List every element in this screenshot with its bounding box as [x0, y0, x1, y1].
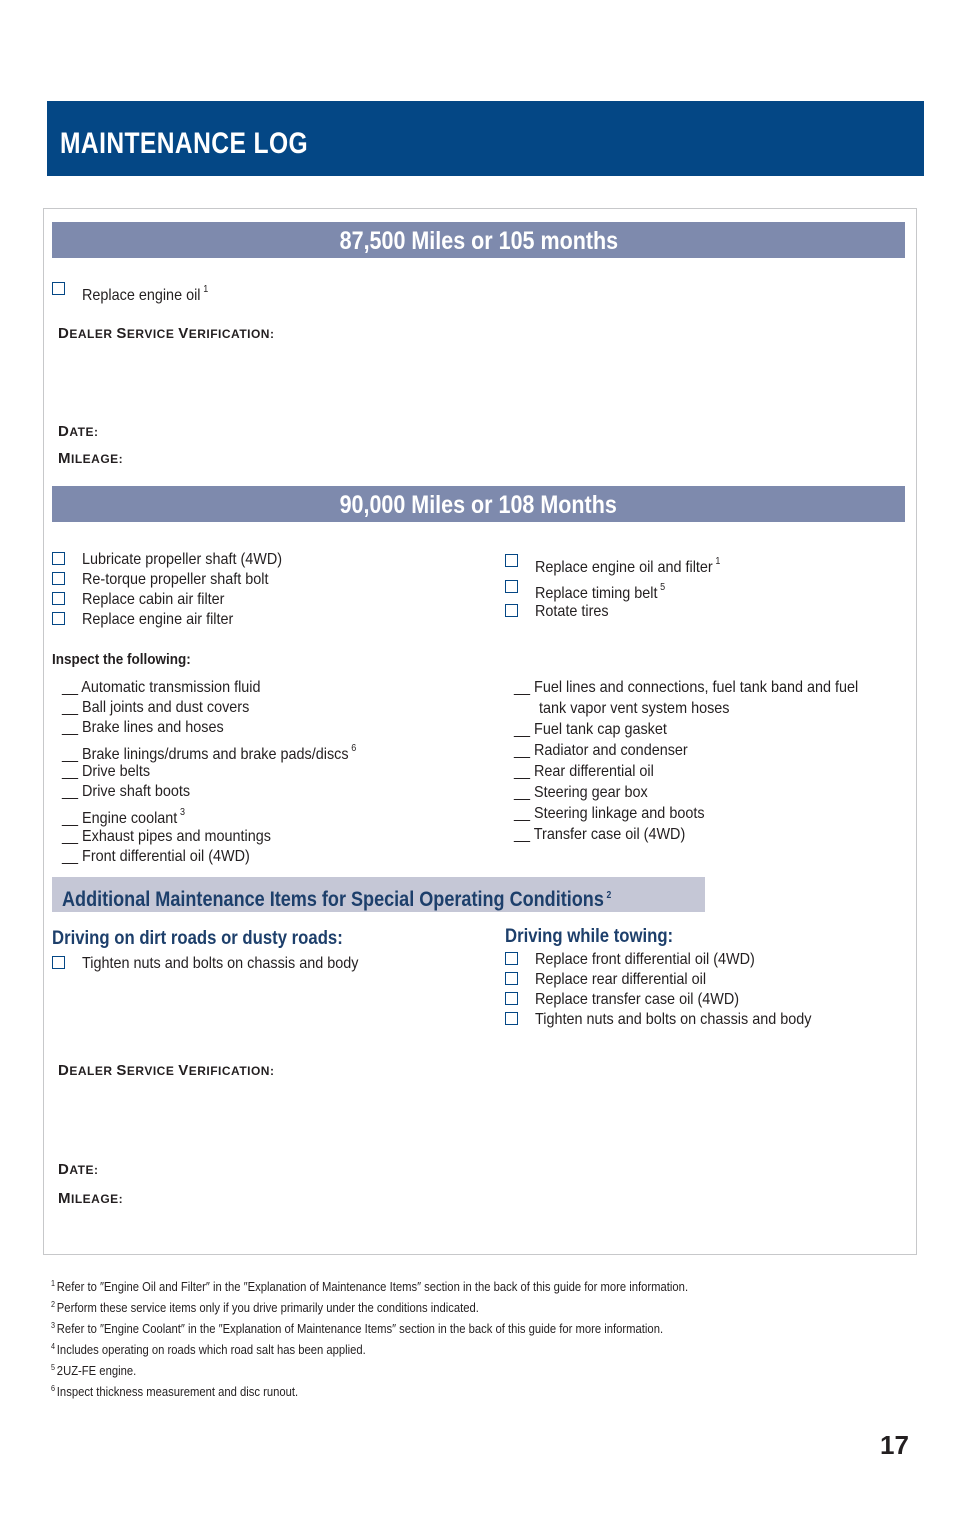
- footnote: $^6$ Inspect thickness measurement and disc runout.: [51, 1384, 299, 1399]
- checkbox-icon[interactable]: [52, 612, 65, 625]
- checklist-item[interactable]: [52, 280, 222, 306]
- special-conditions-title: Additional Maintenance Items for Special Operating Conditions: [62, 888, 604, 911]
- item-label: Replace engine oil: [82, 287, 201, 304]
- section-90000-title: 90,000 Miles or 108 Months: [339, 491, 618, 519]
- checklist-item[interactable]: Replace engine air filter: [52, 610, 250, 630]
- footnote: $^4$ Includes operating on roads which road salt has been applied.: [51, 1342, 366, 1357]
- footnote: $^5$ 2UZ-FE engine.: [51, 1363, 137, 1378]
- date-label: DATE:: [58, 423, 99, 440]
- checkbox-icon[interactable]: [505, 972, 518, 985]
- checklist-item[interactable]: Re-torque propeller shaft bolt: [52, 570, 289, 590]
- checkbox-icon[interactable]: [52, 956, 65, 969]
- checkbox-icon[interactable]: [505, 580, 518, 593]
- towing-heading: Driving while towing:: [505, 926, 674, 947]
- checkbox-icon[interactable]: [505, 992, 518, 1005]
- inspect-item: __ Fuel tank cap gasket: [514, 721, 667, 738]
- footnote: $^3$ Refer to ″Engine Coolant″ in the ″Explanation of Maintenance Items″ section in the back of this guide for more information.: [51, 1321, 664, 1336]
- footnotes: [51, 1275, 759, 1401]
- checklist-item[interactable]: Tighten nuts and bolts on chassis and body: [52, 954, 389, 974]
- page-number: 17: [880, 1430, 909, 1460]
- footnote-ref: 6: [351, 743, 357, 754]
- special-conditions-bar: [52, 877, 705, 912]
- date-label: DATE:: [58, 1161, 99, 1178]
- checkbox-icon[interactable]: [505, 952, 518, 965]
- checklist-item[interactable]: Replace engine oil and filter $^1$: [505, 552, 741, 578]
- inspect-item: __ Transfer case oil (4WD): [514, 826, 686, 843]
- checkbox-icon[interactable]: [505, 604, 518, 617]
- mileage-label: MILEAGE:: [58, 450, 124, 467]
- mileage-label: MILEAGE:: [58, 1190, 124, 1207]
- inspect-item: __ Steering linkage and boots: [514, 805, 705, 822]
- dealer-verification-label: DEALER SERVICE VERIFICATION:: [58, 325, 275, 342]
- inspect-item: __ Rear differential oil: [514, 763, 654, 780]
- inspect-item: __ Engine coolant $^3$: [62, 807, 186, 827]
- checkbox-icon[interactable]: [52, 572, 65, 585]
- footnote-ref: 3: [179, 807, 186, 818]
- footnote-ref: 5: [660, 582, 666, 593]
- inspect-item: __ Steering gear box: [514, 784, 648, 801]
- checklist-item[interactable]: Replace transfer case oil (4WD): [505, 990, 762, 1010]
- footnote-ref: 1: [203, 284, 209, 295]
- dirt-roads-heading: Driving on dirt roads or dusty roads:: [52, 928, 343, 949]
- inspect-item: __ Drive belts: [62, 763, 151, 780]
- checklist-item[interactable]: Replace timing belt $^5$: [505, 578, 680, 604]
- footnote: $^1$ Refer to ″Engine Oil and Filter″ in the ″Explanation of Maintenance Items″ section in the back of this guide for more information.: [51, 1279, 689, 1294]
- page-title: MAINTENANCE LOG: [60, 127, 309, 160]
- checklist-item[interactable]: Replace cabin air filter: [52, 590, 240, 610]
- checkbox-icon[interactable]: [52, 552, 65, 565]
- inspect-item: __ Drive shaft boots: [62, 783, 191, 800]
- inspect-item: __ Brake linings/drums and brake pads/discs $^6$: [62, 743, 357, 763]
- inspect-item: __ Ball joints and dust covers: [62, 699, 250, 716]
- inspect-item: __ Fuel lines and connections, fuel tank band and fuel: [514, 679, 859, 696]
- inspect-item-continued: tank vapor vent system hoses: [539, 700, 730, 717]
- checkbox-icon[interactable]: [505, 554, 518, 567]
- inspect-item: __ Radiator and condenser: [514, 742, 688, 759]
- inspect-item: __ Front differential oil (4WD): [62, 848, 250, 865]
- dealer-verification-label: DEALER SERVICE VERIFICATION:: [58, 1062, 275, 1079]
- checklist-item[interactable]: Replace rear differential oil: [505, 970, 725, 990]
- checkbox-icon[interactable]: [505, 1012, 518, 1025]
- footnote-ref: 1: [715, 556, 721, 567]
- section-90000-bar: [52, 486, 905, 522]
- inspect-item: __ Automatic transmission fluid: [62, 679, 261, 696]
- checklist-item[interactable]: Tighten nuts and bolts on chassis and body: [505, 1010, 842, 1030]
- checklist-item[interactable]: Rotate tires: [505, 602, 617, 622]
- checklist-item[interactable]: Replace front differential oil (4WD): [505, 950, 779, 970]
- inspect-heading: Inspect the following:: [52, 651, 191, 668]
- footnote-ref: 2: [606, 890, 612, 901]
- section-87500-title: 87,500 Miles or 105 months: [339, 227, 618, 255]
- checkbox-icon[interactable]: [52, 592, 65, 605]
- inspect-item: __ Brake lines and hoses: [62, 719, 224, 736]
- checklist-item[interactable]: Lubricate propeller shaft (4WD): [52, 550, 304, 570]
- checkbox-icon[interactable]: [52, 282, 65, 295]
- section-87500-bar: [52, 222, 905, 258]
- inspect-item: __ Exhaust pipes and mountings: [62, 828, 271, 845]
- footnote: $^2$ Perform these service items only if you drive primarily under the conditions indicated.: [51, 1300, 479, 1315]
